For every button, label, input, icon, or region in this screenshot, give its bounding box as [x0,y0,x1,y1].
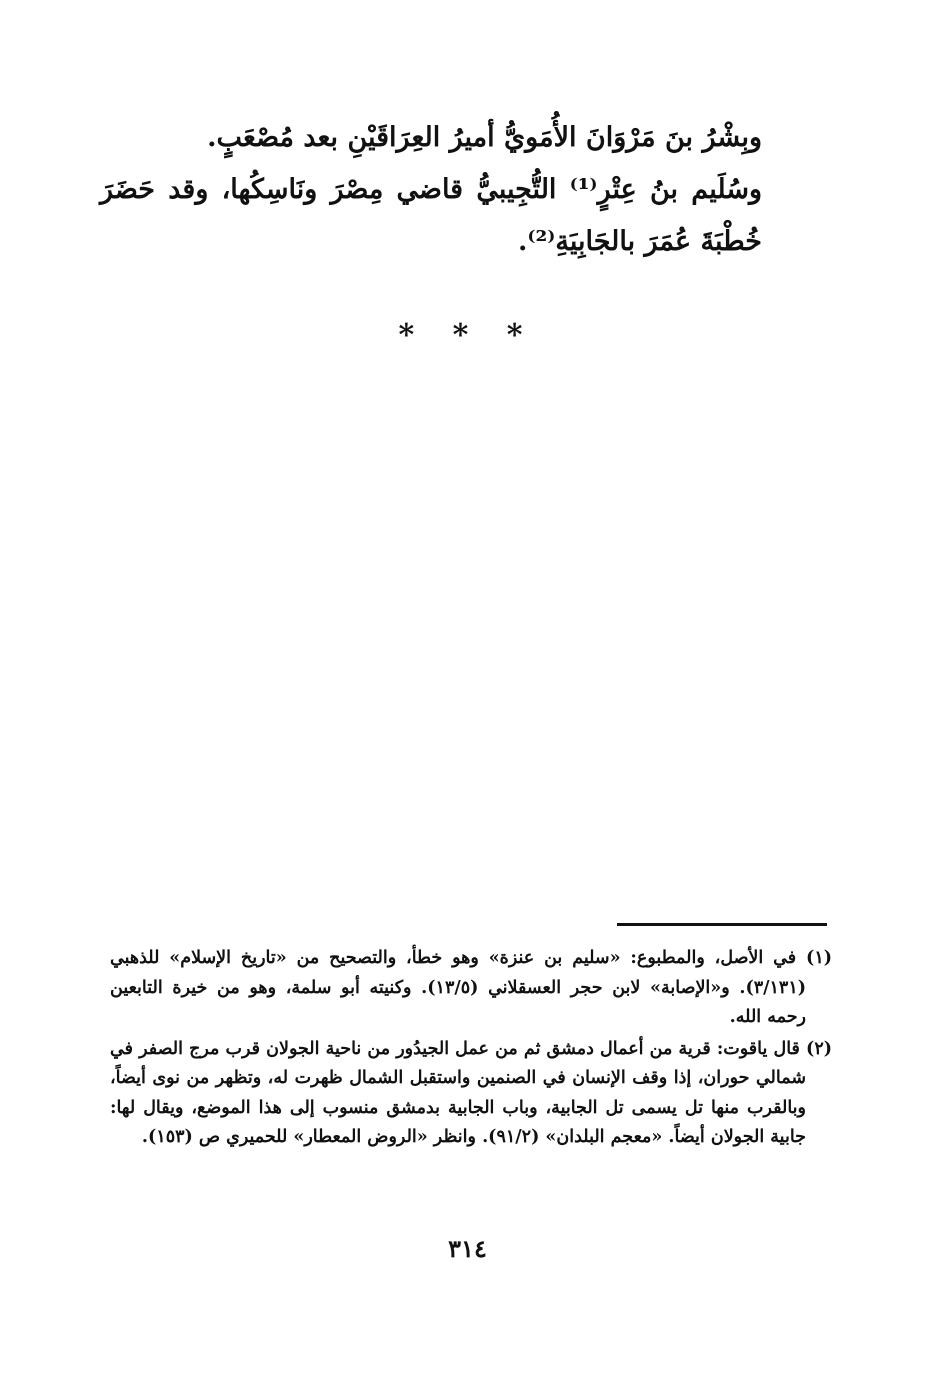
main-paragraph-2: وسُلَيم بنُ عِتْرٍ⁽¹⁾ التُّجِيبيُّ قاضي مِصْرَ ونَاسِكُها، وقد حَضَرَ خُطْبَةَ عُمَرَ بالجَابِيَةِ⁽²⁾. [100,174,762,257]
main-paragraph-1: وبِشْرُ بنَ مَرْوَانَ الأُمَويُّ أميرُ العِرَاقَيْنِ بعد مُصْعَبٍ. [207,122,762,153]
footnote-rule [617,923,827,926]
footnotes [110,944,832,1155]
section-separator: * * * [398,318,537,353]
page-number: ٣١٤ [448,1234,487,1263]
main-text [100,112,762,268]
footnote-1: (١) في الأصل، والمطبوع: «سليم بن عنزة» وهو خطأ، والتصحيح من «تاريخ الإسلام» للذهبي (٣/١٣١). و«الإصابة» لابن حجر العسقلاني (١٣/٥). وكنيته أبو سلمة، وهو من خيرة التابعين رحمه الله. [110,948,832,1027]
footnote-2: (٢) قال ياقوت: قرية من أعمال دمشق ثم من عمل الجيدُور من ناحية الجولان قرب مرج الصفر في شمالي حوران، إذا وقف الإنسان في الصنمين واستقبل الشمال ظهرت له، وتظهر من نوى أيضاً، وبالقرب منها تل يسمى تل الجابية، وباب الجابية بدمشق منسوب إلى هذا الموضع، ويقال لها: جابية الجولان أيضاً. «معجم البلدان» (٩١/٢). وانظر «الروض المعطار» للحميري ص (١٥٣). [110,1038,832,1147]
